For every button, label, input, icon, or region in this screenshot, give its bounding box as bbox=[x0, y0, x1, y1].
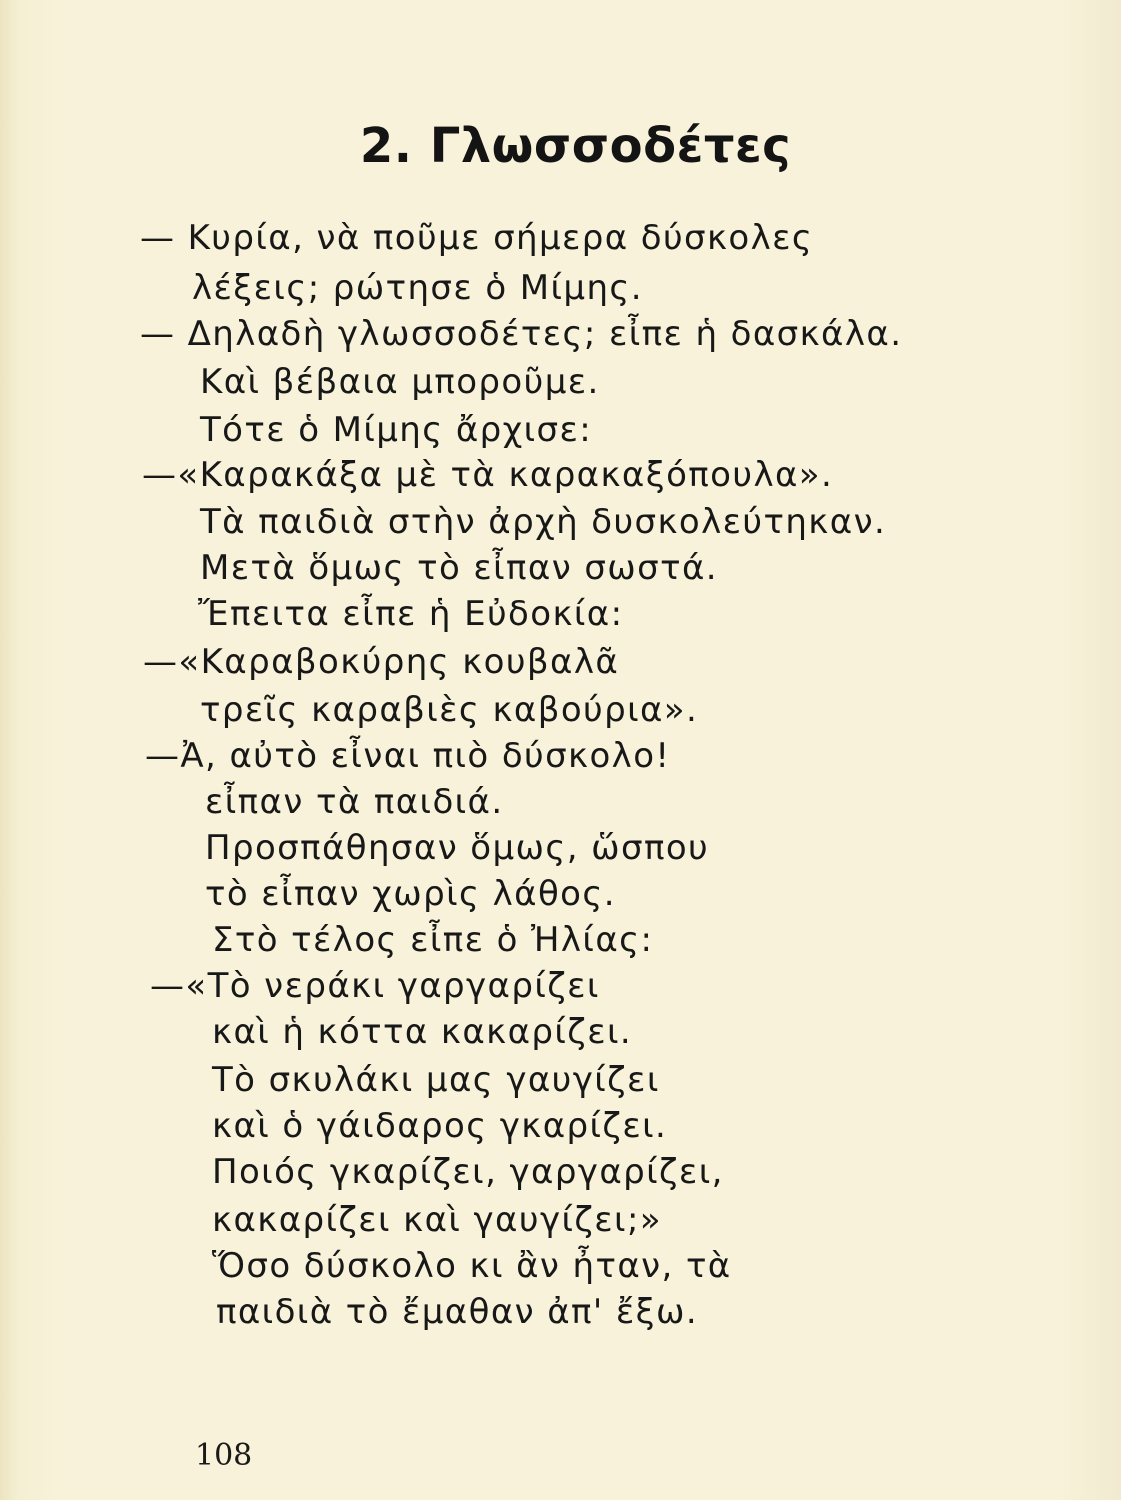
text-line: Ὅσο δύσκολο κι ἂν ἦταν, τὰ bbox=[212, 1246, 732, 1286]
text-line: Τὰ παιδιὰ στὴν ἀρχὴ δυσκολεύτηκαν. bbox=[200, 502, 887, 542]
text-line: — Κυρία, νὰ ποῦμε σήμερα δύσκολες bbox=[140, 218, 814, 258]
text-line: Τότε ὁ Μίμης ἄρχισε: bbox=[200, 410, 593, 450]
text-line: καὶ ὁ γάιδαρος γκαρίζει. bbox=[212, 1106, 668, 1146]
text-line: κακαρίζει καὶ γαυγίζει;» bbox=[212, 1200, 663, 1240]
text-line: καὶ ἡ κόττα κακαρίζει. bbox=[212, 1012, 633, 1052]
text-line: τὸ εἶπαν χωρὶς λάθος. bbox=[205, 874, 616, 914]
text-line: Προσπάθησαν ὅμως, ὥσπου bbox=[205, 828, 710, 868]
text-line: τρεῖς καραβιὲς καβούρια». bbox=[200, 690, 699, 730]
text-line: —Ἀ, αὐτὸ εἶναι πιὸ δύσκολο! bbox=[145, 736, 671, 776]
page-title: 2. Γλωσσοδέτες bbox=[359, 118, 792, 174]
text-line: Μετὰ ὅμως τὸ εἶπαν σωστά. bbox=[200, 548, 718, 588]
text-line: Καὶ βέβαια μποροῦμε. bbox=[200, 362, 600, 402]
text-line: —«Τὸ νεράκι γαργαρίζει bbox=[150, 966, 600, 1006]
text-line: παιδιὰ τὸ ἔμαθαν ἀπ' ἔξω. bbox=[216, 1292, 699, 1332]
text-line: —«Καρακάξα μὲ τὰ καρακαξόπουλα». bbox=[142, 455, 834, 495]
text-line: — Δηλαδὴ γλωσσοδέτες; εἶπε ἡ δασκάλα. bbox=[140, 314, 903, 354]
text-line: —«Καραβοκύρης κουβαλᾶ bbox=[143, 642, 620, 682]
text-line: Ποιός γκαρίζει, γαργαρίζει, bbox=[212, 1152, 724, 1192]
text-line: εἶπαν τὰ παιδιά. bbox=[205, 782, 504, 822]
text-line: Τὸ σκυλάκι μας γαυγίζει bbox=[212, 1060, 660, 1100]
text-line: λέξεις; ρώτησε ὁ Μίμης. bbox=[192, 268, 643, 308]
page-number: 108 bbox=[195, 1438, 253, 1473]
text-line: Στὸ τέλος εἶπε ὁ Ἠλίας: bbox=[212, 920, 654, 960]
text-line: Ἔπειτα εἶπε ἡ Εὐδοκία: bbox=[198, 594, 624, 634]
